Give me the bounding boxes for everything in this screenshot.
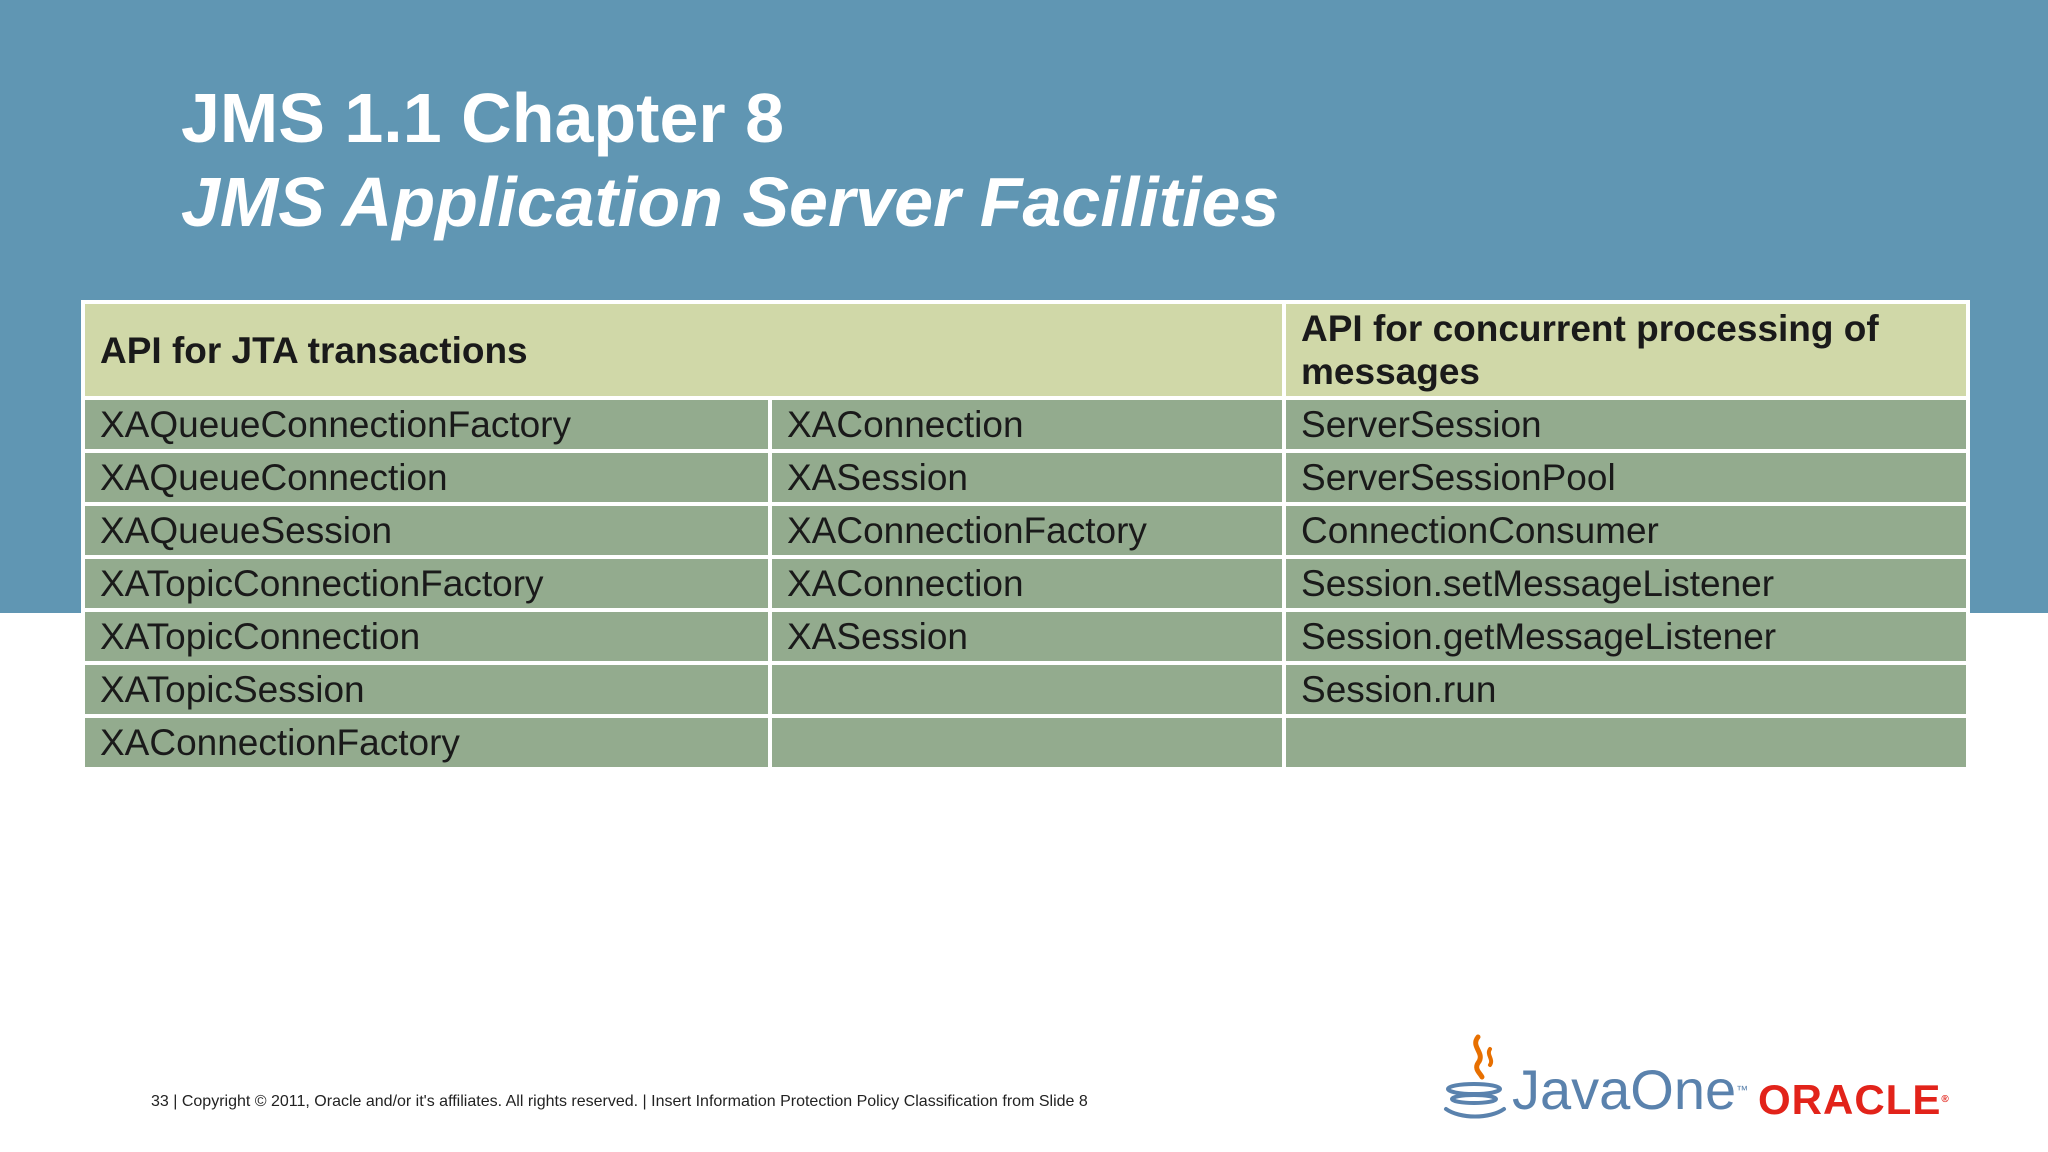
table-row <box>83 610 1968 663</box>
table-cell: ServerSession <box>1284 398 1968 451</box>
table-cell: XAQueueConnection <box>83 451 770 504</box>
table-cell: XASession <box>770 451 1284 504</box>
oracle-logo <box>1758 1078 1950 1122</box>
table-cell <box>770 716 1284 769</box>
table-cell: Session.getMessageListener <box>1284 610 1968 663</box>
table-cell: ConnectionConsumer <box>1284 504 1968 557</box>
table-cell: XAConnectionFactory <box>770 504 1284 557</box>
table-row <box>83 663 1968 716</box>
table-cell: Session.setMessageListener <box>1284 557 1968 610</box>
table-row <box>83 557 1968 610</box>
table-row <box>83 504 1968 557</box>
oracle-reg: ® <box>1941 1094 1950 1105</box>
table-cell: XATopicConnectionFactory <box>83 557 770 610</box>
table-cell <box>1284 716 1968 769</box>
table-row <box>83 398 1968 451</box>
api-table <box>81 300 1970 771</box>
table-row <box>83 716 1968 769</box>
header-jta: API for JTA transactions <box>83 302 1284 398</box>
oracle-wordmark: ORACLE <box>1758 1076 1942 1123</box>
javaone-wordmark: JavaOne <box>1512 1058 1737 1121</box>
header-concurrent: API for concurrent processing of messages <box>1284 302 1968 398</box>
slide-subtitle: JMS Application Server Facilities <box>181 163 1280 241</box>
table-cell: XAQueueConnectionFactory <box>83 398 770 451</box>
table-row <box>83 451 1968 504</box>
table-cell: XAConnection <box>770 557 1284 610</box>
table-cell: XAConnection <box>770 398 1284 451</box>
table-cell <box>770 663 1284 716</box>
table-cell: XASession <box>770 610 1284 663</box>
table-cell: XATopicConnection <box>83 610 770 663</box>
slide-title: JMS 1.1 Chapter 8 <box>181 79 784 157</box>
table-cell: XAQueueSession <box>83 504 770 557</box>
footer-copyright: 33 | Copyright © 2011, Oracle and/or it's affiliates. All rights reserved. | Insert Information Protection Policy Classification from Slide 8 <box>151 1093 1088 1110</box>
table-cell: ServerSessionPool <box>1284 451 1968 504</box>
javaone-tm: ™ <box>1736 1083 1749 1097</box>
javaone-logo <box>1512 1060 1748 1120</box>
table-header-row <box>83 302 1968 398</box>
table-cell: Session.run <box>1284 663 1968 716</box>
table-cell: XAConnectionFactory <box>83 716 770 769</box>
table-cell: XATopicSession <box>83 663 770 716</box>
